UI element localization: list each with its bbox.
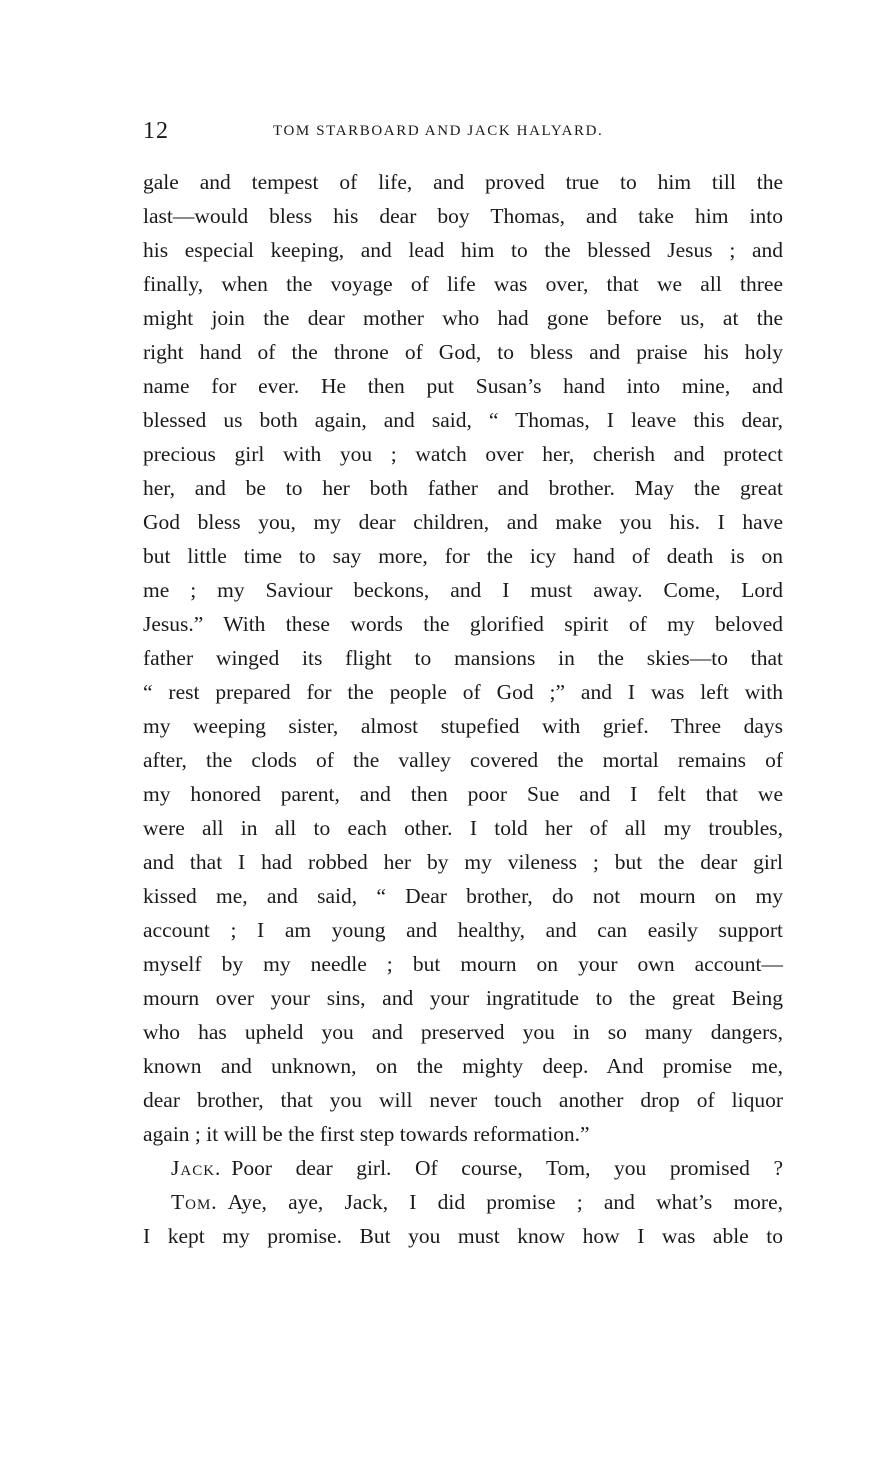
running-title: TOM STARBOARD AND JACK HALYARD. [273,123,604,139]
text-line: might join the dear mother who had gone before us, at the [143,306,783,330]
text-line: dear brother, that you will never touch another drop of liquor [143,1088,783,1112]
text-line: right hand of the throne of God, to bless and praise his holy [143,340,783,364]
text-line: again ; it will be the first step towards reformation.” [143,1122,590,1146]
dialogue-line-tom [143,1185,783,1219]
text-line: my honored parent, and then poor Sue and I felt that we [143,782,783,806]
text-line: “ rest prepared for the people of God ;” and I was left with [143,680,783,704]
running-head [143,118,783,148]
text-line: kissed me, and said, “ Dear brother, do not mourn on my [143,884,783,908]
text-line: last—would bless his dear boy Thomas, and take him into [143,204,783,228]
speaker-name: Tom. [171,1190,218,1214]
speaker-name: Jack. [171,1156,222,1180]
text-line: me ; my Saviour beckons, and I must away. Come, Lord [143,578,783,602]
text-line: account ; I am young and healthy, and can easily support [143,918,783,942]
text-line: precious girl with you ; watch over her, cherish and protect [143,442,783,466]
dialogue-line-jack [143,1151,783,1185]
text-line: known and unknown, on the mighty deep. And promise me, [143,1054,783,1078]
text-line: after, the clods of the valley covered the mortal remains of [143,748,783,772]
dialogue-text: Poor dear girl. Of course, Tom, you promised ? [231,1156,783,1180]
dialogue-text: Aye, aye, Jack, I did promise ; and what’s more, [227,1190,783,1214]
text-line: his especial keeping, and lead him to the blessed Jesus ; and [143,238,783,262]
page-number: 12 [143,118,169,144]
text-line: name for ever. He then put Susan’s hand into mine, and [143,374,783,398]
text-line: Jesus.” With these words the glorified spirit of my beloved [143,612,783,636]
text-line: my weeping sister, almost stupefied with grief. Three days [143,714,783,738]
text-line: and that I had robbed her by my vileness ; but the dear girl [143,850,783,874]
body-text [143,165,783,1253]
text-line: blessed us both again, and said, “ Thomas, I leave this dear, [143,408,783,432]
text-line: but little time to say more, for the icy hand of death is on [143,544,783,568]
text-line: father winged its flight to mansions in the skies—to that [143,646,783,670]
text-line: myself by my needle ; but mourn on your own account— [143,952,783,976]
text-line: who has upheld you and preserved you in so many dangers, [143,1020,783,1044]
text-line: were all in all to each other. I told her of all my troubles, [143,816,783,840]
text-line: finally, when the voyage of life was over, that we all three [143,272,783,296]
text-line: God bless you, my dear children, and make you his. I have [143,510,783,534]
text-line: her, and be to her both father and brother. May the great [143,476,783,500]
text-line: I kept my promise. But you must know how I was able to [143,1224,783,1248]
text-line: mourn over your sins, and your ingratitude to the great Being [143,986,783,1010]
text-line: gale and tempest of life, and proved true to him till the [143,170,783,194]
